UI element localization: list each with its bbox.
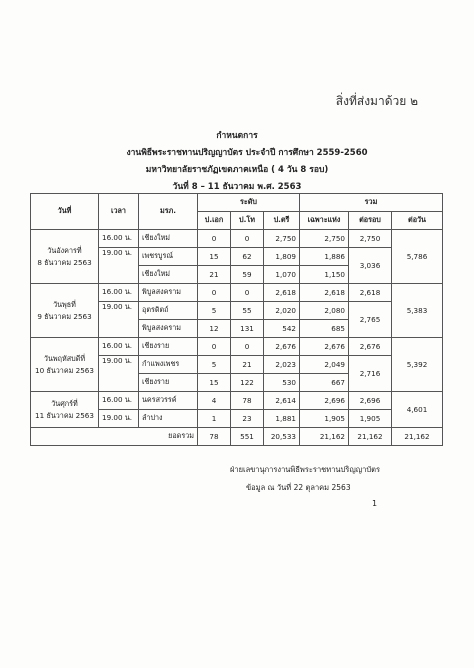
per-university-cell: 2,049 [300, 356, 349, 374]
masters-cell: 62 [231, 248, 264, 266]
phd-cell: 21 [198, 266, 231, 284]
day-name: วันอังคารที่ [47, 245, 82, 255]
schedule-table [30, 193, 443, 446]
per-day-cell: 5,383 [392, 284, 443, 338]
time-cell: 19.00 น. [99, 356, 139, 392]
per-university-cell: 2,618 [300, 284, 349, 302]
total-bachelors: 20,533 [264, 428, 300, 446]
time-cell: 16.00 น. [99, 230, 139, 248]
day-cell [31, 392, 99, 428]
per-day-cell: 5,786 [392, 230, 443, 284]
phd-cell: 5 [198, 302, 231, 320]
day-date: 10 ธันวาคม 2563 [35, 365, 94, 375]
university-cell: เชียงใหม่ [139, 230, 198, 248]
university-cell: เชียงราย [139, 374, 198, 392]
phd-cell: 15 [198, 248, 231, 266]
per-round-cell: 2,765 [349, 302, 392, 338]
per-university-cell: 2,676 [300, 338, 349, 356]
total-per-day: 21,162 [392, 428, 443, 446]
university-cell: กำแพงเพชร [139, 356, 198, 374]
day-date: 9 ธันวาคม 2563 [37, 311, 92, 321]
total-masters: 551 [231, 428, 264, 446]
bachelors-cell: 530 [264, 374, 300, 392]
time-cell: 19.00 น. [99, 410, 139, 428]
totals-row [31, 428, 443, 446]
phd-cell: 0 [198, 284, 231, 302]
university-cell: พิบูลสงคราม [139, 284, 198, 302]
masters-cell: 21 [231, 356, 264, 374]
header-day: วันที่ [31, 194, 99, 230]
day-name: วันพฤหัสบดีที่ [43, 353, 86, 363]
header-per-day: ต่อวัน [392, 212, 443, 230]
per-university-cell: 2,080 [300, 302, 349, 320]
per-university-cell: 2,750 [300, 230, 349, 248]
masters-cell: 122 [231, 374, 264, 392]
university-cell: เพชรบูรณ์ [139, 248, 198, 266]
bachelors-cell: 1,809 [264, 248, 300, 266]
totals-label: ยอดรวม [31, 428, 198, 446]
phd-cell: 1 [198, 410, 231, 428]
day-name: วันพุธที่ [53, 299, 76, 309]
masters-cell: 78 [231, 392, 264, 410]
university-cell: นครสวรรค์ [139, 392, 198, 410]
per-round-cell: 2,696 [349, 392, 392, 410]
header-row-1 [31, 194, 443, 212]
day-date: 11 ธันวาคม 2563 [35, 410, 94, 420]
header-per-round: ต่อรอบ [349, 212, 392, 230]
masters-cell: 0 [231, 230, 264, 248]
per-round-cell: 2,676 [349, 338, 392, 356]
title-line-2: งานพิธีพระราชทานปริญญาบัตร ประจำปี การศึกษา 2559-2560 [126, 148, 368, 158]
phd-cell: 5 [198, 356, 231, 374]
phd-cell: 0 [198, 338, 231, 356]
title-line-3: มหาวิทยาลัยราชภัฏเขตภาคเหนือ ( 4 วัน 8 รอบ) [145, 165, 329, 175]
bachelors-cell: 1,070 [264, 266, 300, 284]
masters-cell: 131 [231, 320, 264, 338]
bachelors-cell: 2,023 [264, 356, 300, 374]
time-cell: 16.00 น. [99, 338, 139, 356]
page-number: 1 [372, 499, 378, 508]
total-phd: 78 [198, 428, 231, 446]
table-row [31, 284, 443, 302]
masters-cell: 23 [231, 410, 264, 428]
masters-cell: 59 [231, 266, 264, 284]
header-time: เวลา [99, 194, 139, 230]
phd-cell: 12 [198, 320, 231, 338]
bachelors-cell: 2,750 [264, 230, 300, 248]
per-university-cell: 2,696 [300, 392, 349, 410]
attachment-label: สิ่งที่ส่งมาด้วย ๒ [335, 94, 418, 108]
bachelors-cell: 2,618 [264, 284, 300, 302]
masters-cell: 0 [231, 284, 264, 302]
time-cell: 19.00 น. [99, 302, 139, 338]
per-university-cell: 1,905 [300, 410, 349, 428]
university-cell: พิบูลสงคราม [139, 320, 198, 338]
time-cell: 16.00 น. [99, 392, 139, 410]
day-date: 8 ธันวาคม 2563 [37, 257, 92, 267]
university-cell: ลำปาง [139, 410, 198, 428]
day-cell [31, 230, 99, 284]
header-university: มรภ. [139, 194, 198, 230]
table-row [31, 230, 443, 248]
footer-data-date: ข้อมูล ณ วันที่ 22 ตุลาคม 2563 [246, 483, 351, 492]
masters-cell: 55 [231, 302, 264, 320]
university-cell: เชียงใหม่ [139, 266, 198, 284]
per-university-cell: 667 [300, 374, 349, 392]
bachelors-cell: 2,614 [264, 392, 300, 410]
header-masters: ป.โท [231, 212, 264, 230]
university-cell: เชียงราย [139, 338, 198, 356]
per-round-cell: 2,716 [349, 356, 392, 392]
header-phd: ป.เอก [198, 212, 231, 230]
per-round-cell: 2,618 [349, 284, 392, 302]
day-cell [31, 338, 99, 392]
footer-office: ฝ่ายเลขานุการงานพิธีพระราชทานปริญญาบัตร [230, 465, 380, 474]
day-cell [31, 284, 99, 338]
per-round-cell: 3,036 [349, 248, 392, 284]
phd-cell: 0 [198, 230, 231, 248]
title-line-1: กำหนดการ [216, 131, 258, 141]
per-university-cell: 1,886 [300, 248, 349, 266]
document-titles [0, 128, 474, 196]
total-per-university: 21,162 [300, 428, 349, 446]
per-university-cell: 685 [300, 320, 349, 338]
university-cell: อุตรดิตถ์ [139, 302, 198, 320]
per-round-cell: 1,905 [349, 410, 392, 428]
masters-cell: 0 [231, 338, 264, 356]
bachelors-cell: 2,020 [264, 302, 300, 320]
header-level: ระดับ [198, 194, 300, 212]
table-row [31, 338, 443, 356]
phd-cell: 15 [198, 374, 231, 392]
header-per-university: เฉพาะแห่ง [300, 212, 349, 230]
time-cell: 16.00 น. [99, 284, 139, 302]
total-per-round: 21,162 [349, 428, 392, 446]
per-day-cell: 5,392 [392, 338, 443, 392]
time-cell: 19.00 น. [99, 248, 139, 284]
per-day-cell: 4,601 [392, 392, 443, 428]
header-total: รวม [300, 194, 443, 212]
bachelors-cell: 2,676 [264, 338, 300, 356]
per-round-cell: 2,750 [349, 230, 392, 248]
bachelors-cell: 542 [264, 320, 300, 338]
title-line-4: วันที่ 8 – 11 ธันวาคม พ.ศ. 2563 [172, 182, 302, 192]
per-university-cell: 1,150 [300, 266, 349, 284]
phd-cell: 4 [198, 392, 231, 410]
table-row [31, 392, 443, 410]
bachelors-cell: 1,881 [264, 410, 300, 428]
header-bachelors: ป.ตรี [264, 212, 300, 230]
day-name: วันศุกร์ที่ [51, 398, 78, 408]
